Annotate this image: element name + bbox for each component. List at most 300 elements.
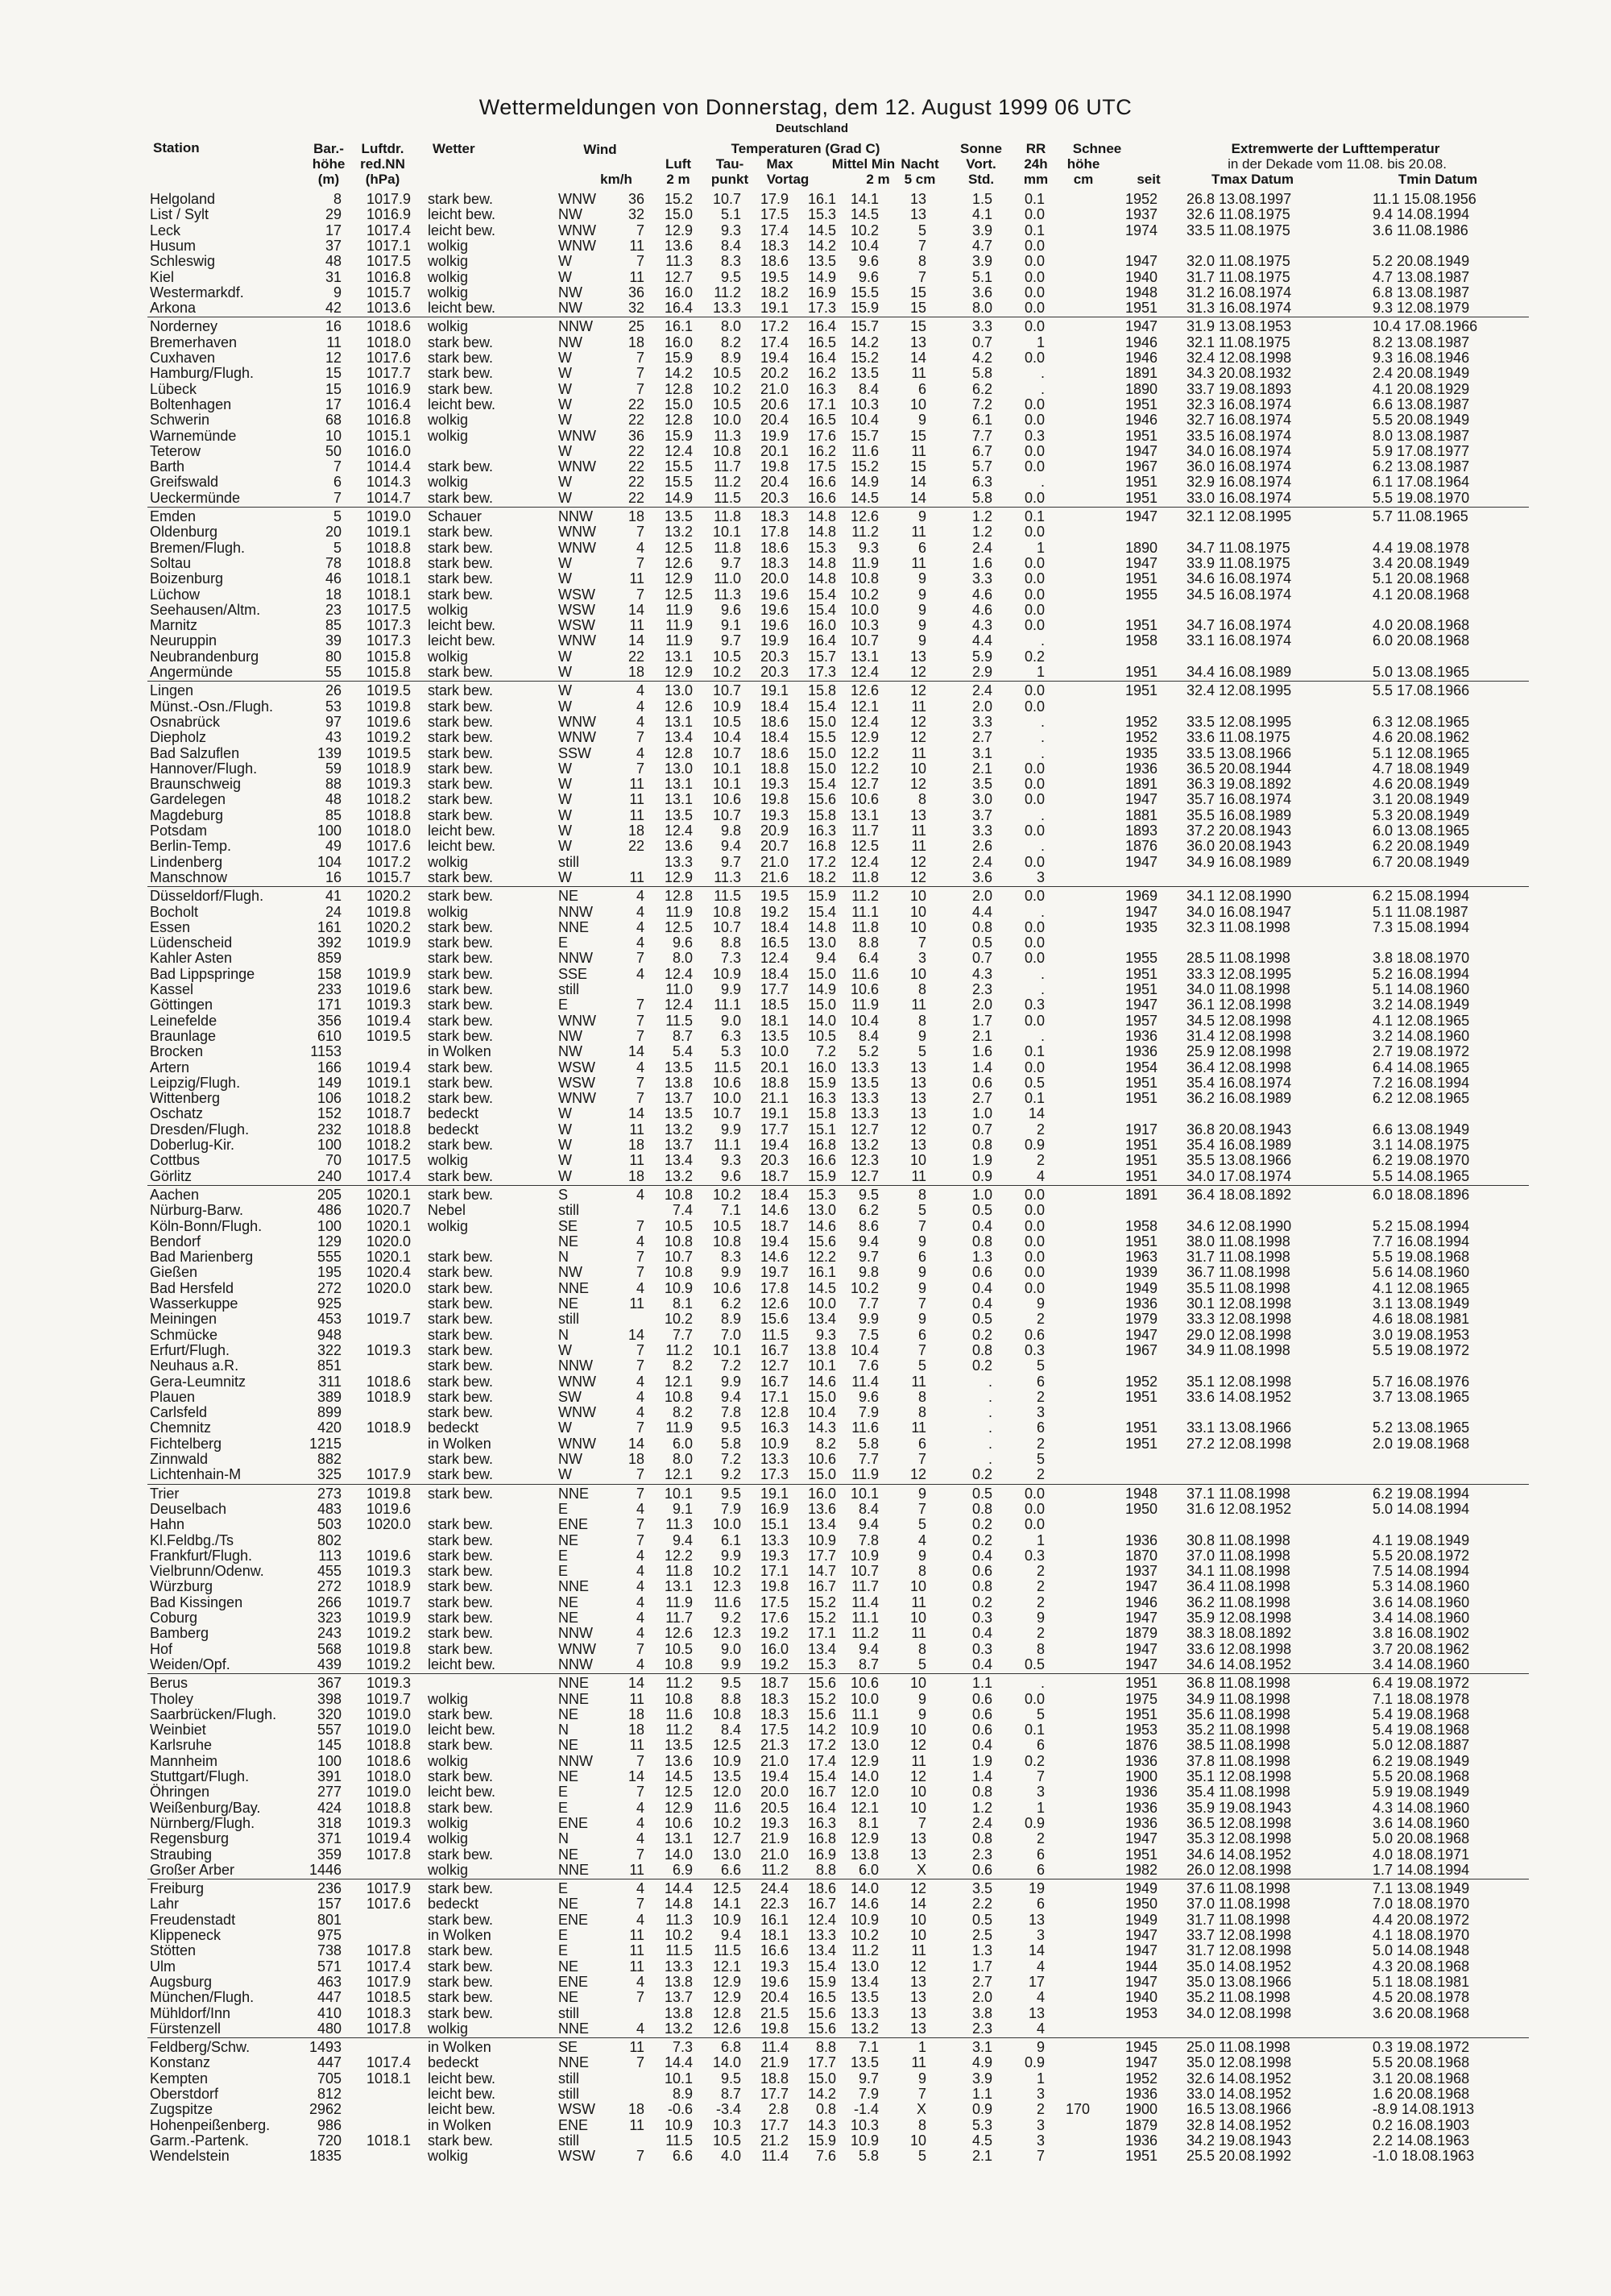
cell-tmin: 4.1 20.08.1929 (1373, 380, 1470, 397)
cell-min: 9.6 (858, 253, 879, 270)
cell-max: 17.5 (760, 1722, 789, 1739)
cell-nacht: 13 (909, 1830, 926, 1847)
cell-luftdruck: 1017.9 (366, 1880, 411, 1897)
cell-rr: 1 (1036, 1531, 1045, 1548)
cell-luft: 13.2 (664, 1121, 693, 1138)
cell-wetter: leicht bew. (428, 2070, 496, 2087)
cell-wind-richtung: W (558, 1341, 572, 1358)
table-row (0, 509, 1611, 524)
cell-taupunkt: 10.9 (712, 1911, 741, 1928)
cell-tmax: 33.6 12.08.1998 (1187, 1640, 1292, 1657)
cell-luftdruck: 1020.0 (366, 1516, 411, 1533)
cell-max: 17.4 (760, 334, 789, 350)
cell-max: 17.2 (760, 318, 789, 335)
cell-max: 19.1 (760, 1485, 789, 1502)
cell-luftdruck: 1018.9 (366, 1578, 411, 1595)
cell-tmin: 5.7 16.08.1976 (1373, 1373, 1470, 1390)
cell-sonne: 0.2 (971, 1594, 992, 1610)
cell-rr: 0.1 (1024, 1090, 1045, 1107)
cell-wind-richtung: ENE (558, 1516, 589, 1533)
cell-mittel: 16.6 (807, 489, 836, 506)
cell-seit: 1951 (1125, 474, 1158, 491)
cell-station: Schwerin (150, 412, 210, 429)
cell-luft: 10.8 (664, 1186, 693, 1203)
table-row (0, 889, 1611, 904)
cell-luftdruck: 1017.8 (366, 1942, 411, 1959)
cell-max: 19.7 (760, 1264, 789, 1281)
cell-max: 18.6 (760, 539, 789, 556)
cell-station: Kahler Asten (150, 950, 233, 967)
cell-luftdruck: 1015.7 (366, 284, 411, 300)
cell-luftdruck: 1018.9 (366, 1388, 411, 1405)
cell-wetter: stark bew. (428, 868, 494, 885)
cell-wind-richtung: NE (558, 1989, 579, 2006)
cell-wetter: stark bew. (428, 1989, 494, 2006)
cell-seit: 1879 (1125, 1625, 1158, 1642)
cell-wind-richtung: E (558, 1547, 569, 1564)
cell-nacht: 1 (917, 2039, 926, 2056)
cell-min: 11.9 (851, 1466, 879, 1483)
cell-sonne: 1.2 (971, 508, 992, 524)
cell-luftdruck: 1020.2 (366, 918, 411, 935)
cell-wetter: stark bew. (428, 1610, 494, 1626)
cell-sonne: 1.0 (971, 1186, 992, 1203)
cell-max: 21.9 (760, 2054, 789, 2071)
cell-wind-staerke: 32 (627, 206, 644, 223)
cell-tmin: 1.6 20.08.1968 (1373, 2086, 1470, 2102)
cell-station: Carlsfeld (150, 1404, 208, 1421)
header-extremwerte: Extremwerte der Lufttemperatur (1231, 141, 1440, 156)
table-row (0, 1928, 1611, 1943)
cell-wind-staerke: 22 (627, 442, 644, 459)
cell-wind-richtung: NNE (558, 1578, 590, 1595)
cell-max: 19.4 (760, 350, 789, 366)
cell-bar-hoehe: 398 (317, 1690, 342, 1707)
cell-luftdruck: 1018.6 (366, 1373, 411, 1390)
cell-mittel: 14.6 (807, 1217, 836, 1234)
cell-max: 19.6 (760, 617, 789, 634)
cell-taupunkt: 11.5 (714, 489, 741, 506)
cell-rr: 6 (1036, 1861, 1045, 1878)
table-row (0, 1138, 1611, 1153)
cell-rr: 4 (1036, 1167, 1045, 1184)
cell-luft: 10.8 (664, 1388, 693, 1405)
cell-nacht: 10 (909, 1722, 926, 1739)
cell-wetter: wolkig (428, 1752, 469, 1769)
cell-bar-hoehe: 322 (317, 1341, 342, 1358)
cell-mittel: 18.6 (807, 1880, 836, 1897)
cell-luft: 7.7 (672, 1326, 693, 1343)
cell-nacht: 9 (917, 508, 926, 524)
cell-bar-hoehe: 59 (325, 760, 342, 777)
cell-seit: 1969 (1125, 888, 1158, 905)
cell-sonne: 0.2 (971, 1466, 992, 1483)
cell-wetter: stark bew. (428, 997, 494, 1013)
cell-station: Großer Arber (150, 1861, 235, 1878)
cell-taupunkt: 13.3 (712, 300, 741, 317)
cell-wetter: stark bew. (428, 1059, 494, 1075)
cell-wind-richtung: E (558, 1927, 569, 1943)
cell-luftdruck: 1017.5 (366, 601, 411, 618)
cell-min: 12.9 (850, 1830, 879, 1847)
cell-wind-richtung: WNW (558, 1373, 596, 1390)
cell-wind-staerke: 18 (627, 1137, 644, 1153)
cell-rr: 2 (1036, 1625, 1045, 1642)
cell-wind-richtung: WNW (558, 427, 596, 444)
cell-sonne: 0.6 (971, 1722, 992, 1739)
header-rr-2: 24h (1024, 156, 1048, 172)
cell-sonne: . (988, 1373, 992, 1390)
cell-bar-hoehe: 48 (325, 791, 342, 808)
cell-sonne: 4.3 (971, 965, 992, 982)
cell-tmax: 36.5 20.08.1944 (1187, 760, 1292, 777)
cell-taupunkt: 8.8 (720, 935, 741, 951)
cell-wind-staerke: 14 (627, 1105, 644, 1122)
cell-bar-hoehe: 26 (325, 682, 342, 699)
cell-seit: 1936 (1125, 1814, 1158, 1831)
cell-tmax: 36.4 11.08.1998 (1187, 1578, 1290, 1595)
cell-rr: 2 (1036, 1466, 1045, 1483)
cell-max: 21.3 (760, 1737, 789, 1754)
cell-max: 19.3 (760, 776, 789, 793)
cell-tmax: 34.7 11.08.1975 (1187, 539, 1290, 556)
cell-min: 13.3 (850, 1105, 879, 1122)
cell-mittel: 17.2 (807, 1737, 836, 1754)
cell-luftdruck: 1018.8 (366, 1737, 411, 1754)
cell-bar-hoehe: 20 (325, 524, 342, 541)
cell-wind-staerke: 4 (636, 744, 644, 761)
cell-seit: 1951 (1125, 1388, 1158, 1405)
cell-min: 14.0 (850, 1880, 879, 1897)
cell-wind-richtung: WNW (558, 729, 596, 746)
cell-luftdruck: 1019.7 (366, 1690, 411, 1707)
cell-mittel: 12.4 (807, 1911, 836, 1928)
cell-station: Frankfurt/Flugh. (150, 1547, 253, 1564)
table-row (0, 730, 1611, 745)
cell-wind-richtung: NNE (558, 1861, 590, 1878)
cell-seit: 1967 (1125, 458, 1158, 475)
cell-rr: 0.0 (1024, 284, 1045, 300)
table-row (0, 746, 1611, 761)
cell-wetter: leicht bew. (428, 1784, 496, 1801)
cell-wind-staerke: 7 (636, 1027, 644, 1044)
cell-bar-hoehe: 205 (317, 1186, 342, 1203)
cell-luft: 14.4 (664, 1880, 693, 1897)
cell-sonne: 0.5 (971, 1485, 992, 1502)
cell-luftdruck: 1019.0 (366, 508, 411, 524)
cell-nacht: 4 (917, 1531, 926, 1548)
cell-luft: 8.7 (672, 1027, 693, 1044)
cell-bar-hoehe: 233 (317, 981, 342, 997)
cell-max: 20.3 (760, 489, 789, 506)
cell-station: Artern (150, 1059, 190, 1075)
cell-tmax: 32.4 12.08.1995 (1187, 682, 1292, 699)
cell-wind-richtung: SE (558, 2039, 578, 2056)
cell-nacht: 12 (909, 1466, 926, 1483)
cell-mittel: 16.0 (807, 1485, 836, 1502)
cell-luft: 14.9 (664, 489, 693, 506)
cell-wind-staerke: 4 (636, 1799, 644, 1816)
cell-max: 19.2 (760, 1656, 789, 1672)
cell-tmin: 3.7 20.08.1962 (1373, 1640, 1470, 1657)
cell-wetter: Nebel (428, 1202, 466, 1219)
cell-luft: 10.8 (664, 1264, 693, 1281)
cell-sonne: 1.4 (971, 1768, 992, 1784)
cell-sonne: 2.0 (971, 1989, 992, 2006)
table-row (0, 1029, 1611, 1044)
cell-wetter: leicht bew. (428, 1722, 496, 1739)
cell-min: 12.4 (850, 664, 879, 680)
cell-wind-staerke: 4 (636, 2020, 644, 2037)
cell-station: Hohenpeißenberg. (150, 2116, 271, 2133)
cell-taupunkt: 8.7 (720, 2086, 741, 2102)
table-row (0, 603, 1611, 618)
cell-station: Zugspitze (150, 2101, 213, 2118)
cell-max: 19.1 (760, 1105, 789, 1122)
cell-max: 21.0 (760, 1846, 789, 1863)
cell-station: Braunlage (150, 1027, 217, 1044)
cell-tmax: 33.5 16.08.1974 (1187, 427, 1292, 444)
cell-rr: 9 (1036, 1295, 1045, 1312)
cell-sonne: 1.6 (971, 1043, 992, 1060)
cell-bar-hoehe: 503 (317, 1516, 342, 1533)
cell-nacht: 11 (911, 823, 926, 839)
cell-tmax: 32.4 12.08.1998 (1187, 350, 1292, 366)
cell-luft: 12.7 (664, 268, 693, 285)
cell-wetter: stark bew. (428, 1547, 494, 1564)
cell-taupunkt: 10.6 (712, 1279, 741, 1296)
cell-sonne: 4.6 (971, 601, 992, 618)
cell-luftdruck: 1013.6 (366, 300, 411, 317)
cell-seit: 1870 (1125, 1547, 1158, 1564)
cell-tmax: 34.6 14.08.1952 (1187, 1846, 1292, 1863)
cell-wetter: stark bew. (428, 935, 494, 951)
cell-sonne: 2.0 (971, 888, 992, 905)
cell-wetter: stark bew. (428, 1027, 494, 1044)
cell-sonne: 2.1 (971, 2148, 992, 2165)
cell-wetter: stark bew. (428, 1768, 494, 1784)
cell-wetter: stark bew. (428, 1466, 494, 1483)
cell-tmin: 6.2 15.08.1994 (1373, 888, 1470, 905)
cell-tmax: 31.3 16.08.1974 (1187, 300, 1292, 317)
cell-mittel: 16.1 (807, 191, 836, 207)
cell-nacht: 10 (909, 1927, 926, 1943)
cell-luftdruck: 1017.9 (366, 1973, 411, 1990)
cell-taupunkt: 10.1 (712, 760, 741, 777)
cell-wetter: stark bew. (428, 791, 494, 808)
cell-taupunkt: 8.2 (720, 334, 741, 350)
cell-tmax: 34.0 12.08.1998 (1187, 2004, 1292, 2021)
cell-luftdruck: 1019.3 (366, 1341, 411, 1358)
table-row (0, 1769, 1611, 1784)
table-row (0, 2118, 1611, 2133)
cell-wind-richtung: NE (558, 1531, 579, 1548)
cell-max: 18.6 (760, 744, 789, 761)
cell-wind-staerke: 4 (636, 1388, 644, 1405)
cell-tmax: 34.9 16.08.1989 (1187, 853, 1292, 870)
cell-tmin: 3.1 13.08.1949 (1373, 1295, 1470, 1312)
cell-wind-richtung: W (558, 698, 572, 715)
cell-tmax: 35.0 12.08.1998 (1187, 2054, 1292, 2071)
cell-sonne: 0.2 (971, 1516, 992, 1533)
cell-rr: 0.0 (1024, 601, 1045, 618)
cell-luft: 13.5 (664, 1059, 693, 1075)
cell-min: 11.6 (851, 442, 879, 459)
table-row (0, 444, 1611, 459)
cell-tmax: 34.9 11.08.1998 (1187, 1341, 1290, 1358)
table-row (0, 192, 1611, 207)
cell-rr: 2 (1036, 1121, 1045, 1138)
cell-luftdruck: 1019.1 (366, 524, 411, 541)
cell-wind-staerke: 18 (627, 2101, 644, 2118)
cell-luftdruck: 1019.8 (366, 1640, 411, 1657)
cell-station: Husum (150, 237, 197, 254)
header-sonne-2: Vort. (966, 156, 996, 172)
cell-seit: 1900 (1125, 2101, 1158, 2118)
cell-wind-staerke: 4 (636, 1911, 644, 1928)
cell-tmax: 33.7 12.08.1998 (1187, 1927, 1292, 1943)
cell-luftdruck: 1018.5 (366, 1989, 411, 2006)
cell-luft: 10.5 (664, 1217, 693, 1234)
cell-taupunkt: 12.5 (712, 1737, 741, 1754)
cell-seit: 1982 (1125, 1861, 1158, 1878)
cell-tmin: 6.2 19.08.1994 (1373, 1485, 1470, 1502)
cell-bar-hoehe: 320 (317, 1705, 342, 1722)
cell-min: 13.5 (850, 1989, 879, 2006)
cell-tmax: 31.6 12.08.1952 (1187, 1500, 1292, 1517)
cell-station: Würzburg (150, 1578, 213, 1595)
cell-nacht: 12 (909, 776, 926, 793)
cell-mittel: 14.8 (807, 554, 836, 571)
cell-luft: 13.0 (664, 682, 693, 699)
cell-nacht: 5 (917, 1202, 926, 1219)
cell-bar-hoehe: 15 (325, 365, 342, 382)
cell-wind-staerke: 4 (636, 918, 644, 935)
cell-max: 16.7 (760, 1341, 789, 1358)
cell-wind-staerke: 18 (627, 823, 644, 839)
cell-luftdruck: 1019.3 (366, 776, 411, 793)
cell-taupunkt: 11.6 (714, 1594, 741, 1610)
cell-min: 9.9 (858, 1311, 879, 1328)
cell-wind-staerke: 4 (636, 1830, 644, 1847)
cell-rr: 9 (1036, 1610, 1045, 1626)
cell-nacht: 8 (917, 1640, 926, 1657)
cell-taupunkt: 10.7 (712, 744, 741, 761)
cell-station: Bad Hersfeld (150, 1279, 234, 1296)
cell-tmin: 4.1 19.08.1949 (1373, 1531, 1470, 1548)
cell-luft: 15.5 (664, 458, 693, 475)
cell-station: Lichtenhain-M (150, 1466, 242, 1483)
table-row (0, 1122, 1611, 1138)
cell-mittel: 15.2 (807, 1610, 836, 1626)
cell-seit: 1951 (1125, 664, 1158, 680)
cell-station: Leck (150, 222, 181, 238)
cell-wind-staerke: 11 (629, 1737, 644, 1754)
cell-mittel: 17.4 (807, 1752, 836, 1769)
cell-mittel: 15.0 (807, 760, 836, 777)
cell-nacht: 9 (917, 1547, 926, 1564)
cell-rr: 13 (1028, 1911, 1045, 1928)
cell-wind-richtung: ENE (558, 1973, 589, 1990)
cell-nacht: 13 (909, 1973, 926, 1990)
cell-seit: 1947 (1125, 903, 1158, 920)
cell-station: List / Sylt (150, 206, 209, 223)
cell-sonne: 0.9 (971, 2101, 992, 2118)
cell-sonne: 0.5 (971, 1311, 992, 1328)
cell-station: Hof (150, 1640, 173, 1657)
cell-min: 7.7 (858, 1295, 879, 1312)
cell-wind-staerke: 7 (636, 1516, 644, 1533)
cell-station: Fürstenzell (150, 2020, 222, 2037)
cell-seit: 1955 (1125, 950, 1158, 967)
cell-seit: 1952 (1125, 1373, 1158, 1390)
cell-sonne: 1.2 (971, 524, 992, 541)
table-row (0, 1657, 1611, 1672)
cell-luft: 11.8 (665, 1563, 693, 1580)
cell-wetter: in Wolken (428, 1435, 491, 1452)
cell-seit: 1949 (1125, 1279, 1158, 1296)
cell-wind-staerke: 14 (627, 632, 644, 649)
cell-station: Seehausen/Altm. (150, 601, 261, 618)
cell-bar-hoehe: 802 (317, 1531, 342, 1548)
cell-min: 14.6 (850, 1896, 879, 1913)
cell-min: 10.1 (850, 1485, 879, 1502)
cell-min: 10.8 (850, 570, 879, 587)
cell-luft: 12.9 (664, 664, 693, 680)
cell-luft: 10.5 (664, 1640, 693, 1657)
cell-sonne: 0.3 (971, 1640, 992, 1657)
cell-seit: 1951 (1125, 1675, 1158, 1692)
cell-tmax: 34.0 17.08.1974 (1187, 1167, 1292, 1184)
table-row (0, 2021, 1611, 2037)
cell-wind-staerke: 11 (629, 617, 644, 634)
cell-seit: 1951 (1125, 1090, 1158, 1107)
header-wind: Wind (583, 142, 617, 157)
cell-wetter: wolkig (428, 2020, 469, 2037)
cell-rr: . (1040, 1675, 1045, 1692)
cell-min: 9.5 (858, 1186, 879, 1203)
cell-nacht: 12 (909, 729, 926, 746)
cell-bar-hoehe: 50 (325, 442, 342, 459)
cell-max: 15.6 (760, 1311, 789, 1328)
cell-min: 9.7 (858, 1249, 879, 1266)
cell-wind-staerke: 22 (627, 838, 644, 855)
cell-luftdruck: 1019.0 (366, 1784, 411, 1801)
cell-min: 14.2 (850, 334, 879, 350)
cell-station: Bremerhaven (150, 334, 238, 350)
cell-taupunkt: 5.1 (720, 206, 741, 223)
cell-station: Brocken (150, 1043, 204, 1060)
cell-taupunkt: 10.7 (712, 918, 741, 935)
cell-sonne: 3.9 (971, 253, 992, 270)
cell-station: Lindenberg (150, 853, 223, 870)
table-row (0, 1106, 1611, 1121)
cell-bar-hoehe: 480 (317, 2020, 342, 2037)
table-row (0, 1060, 1611, 1075)
cell-luft: 12.6 (664, 1625, 693, 1642)
cell-seit: 1946 (1125, 334, 1158, 350)
cell-min: 12.2 (850, 760, 879, 777)
cell-min: 12.6 (850, 682, 879, 699)
cell-bar-hoehe: 145 (317, 1737, 342, 1754)
cell-wind-richtung: W (558, 268, 572, 285)
cell-max: 17.9 (760, 191, 789, 207)
cell-seit: 1947 (1125, 997, 1158, 1013)
cell-sonne: 0.6 (971, 1690, 992, 1707)
cell-mittel: 15.0 (807, 997, 836, 1013)
cell-wind-staerke: 4 (636, 1279, 644, 1296)
cell-wind-staerke: 22 (627, 396, 644, 412)
